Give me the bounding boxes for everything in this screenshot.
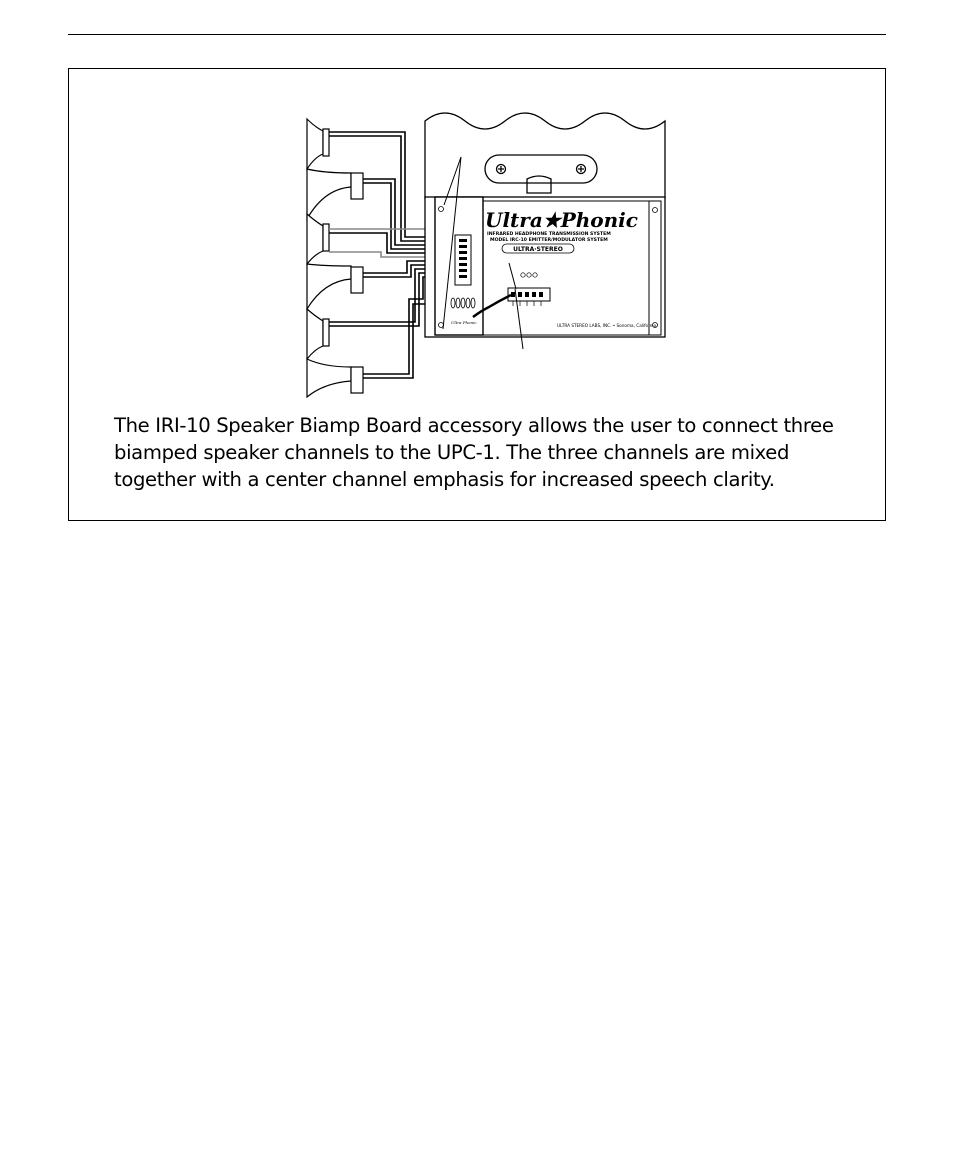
speaker-driver-2	[351, 173, 363, 199]
header-rule	[68, 34, 886, 35]
speaker-driver-1	[323, 129, 329, 156]
figure-caption: The IRI-10 Speaker Biamp Board accessory allows the user to connect three biamped speaker channels to the UPC-1. The three channels are mixed together with a center channel emphasis for increased speech clarity.	[114, 414, 834, 491]
speaker-driver-5	[323, 319, 329, 346]
speaker-horn-3	[307, 214, 323, 264]
subtitle-line1: INFRARED HEADPHONE TRANSMISSION SYSTEM	[487, 232, 611, 237]
board-label: Ultra Phonic	[451, 320, 477, 325]
speaker-horn-6	[307, 359, 351, 397]
emitter-chassis	[425, 113, 665, 199]
speaker-horn-1	[307, 119, 323, 169]
speaker-horn-5	[307, 309, 323, 359]
speaker-group	[307, 119, 363, 397]
speaker-driver-6	[351, 367, 363, 393]
speaker-horn-4	[307, 264, 351, 309]
ultra-stereo-badge: ULTRA·STEREO	[513, 246, 563, 253]
speaker-driver-4	[351, 267, 363, 293]
panel-footer: ULTRA STEREO LABS, INC. • Sonoma, California	[557, 323, 657, 328]
wiring-diagram	[69, 69, 885, 409]
figure-box	[68, 68, 886, 521]
speaker-horn-2	[307, 169, 351, 219]
speaker-driver-3	[323, 224, 329, 251]
logo-text: Ultra★Phonic	[485, 208, 638, 232]
subtitle-line2: MODEL IRC-10 EMITTER/MODULATOR SYSTEM	[490, 238, 608, 243]
